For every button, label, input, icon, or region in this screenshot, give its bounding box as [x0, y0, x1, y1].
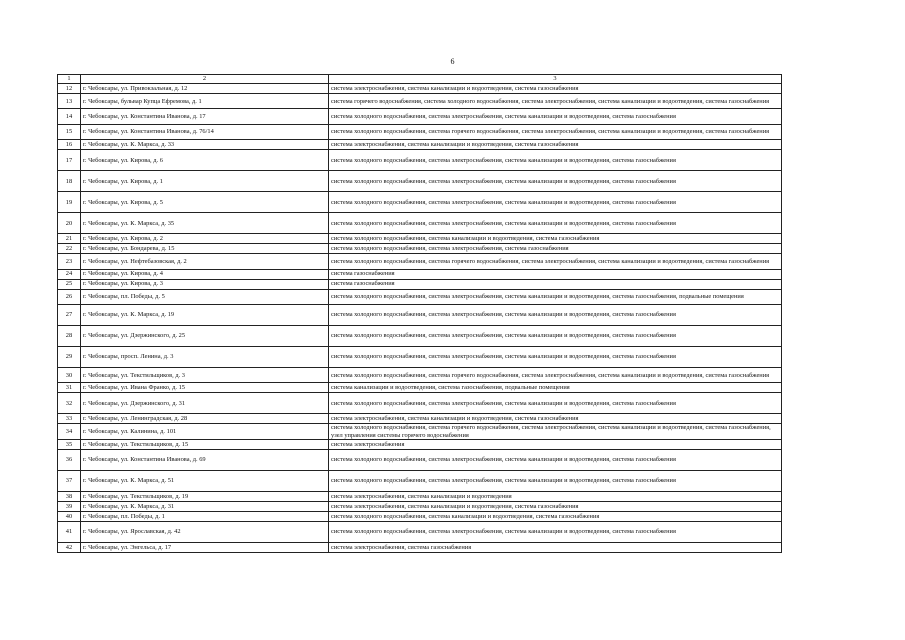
row-systems: система холодного водоснабжения, система электроснабжения, система газоснабжения [329, 244, 782, 254]
row-number: 39 [58, 501, 81, 511]
row-number: 35 [58, 439, 81, 449]
row-address: г. Чебоксары, ул. Кирова, д. 3 [81, 279, 329, 289]
row-address: г. Чебоксары, ул. Привокзальная, д. 12 [81, 84, 329, 94]
row-systems: система холодного водоснабжения, система горячего водоснабжения, система электроснабжения, система канализации и водоотведения, система газоснабжения, узел управления системы горячего водоснабжения [329, 424, 782, 439]
row-number: 41 [58, 521, 81, 542]
row-systems: система холодного водоснабжения, система горячего водоснабжения, система электроснабжения, система канализации и водоотведения, система газоснабжения [329, 367, 782, 382]
row-systems: система холодного водоснабжения, система электроснабжения, система канализации и водоотведения, система газоснабжения [329, 171, 782, 192]
row-systems: система холодного водоснабжения, система электроснабжения, система канализации и водоотведения, система газоснабжения [329, 393, 782, 414]
table-row [58, 439, 782, 449]
row-systems: система электроснабжения, система канализации и водоотведения, система газоснабжения [329, 140, 782, 150]
row-number: 12 [58, 84, 81, 94]
page-number: 6 [450, 57, 455, 66]
table-row [58, 325, 782, 346]
row-systems: система холодного водоснабжения, система электроснабжения, система канализации и водоотведения, система газоснабжения [329, 109, 782, 124]
row-number: 21 [58, 234, 81, 244]
row-systems: система электроснабжения [329, 439, 782, 449]
objects-table [57, 74, 782, 553]
row-address: г. Чебоксары, ул. Константина Иванова, д. 76/14 [81, 124, 329, 139]
table-row [58, 511, 782, 521]
table-row [58, 234, 782, 244]
row-number: 14 [58, 109, 81, 124]
row-address: г. Чебоксары, ул. Текстильщиков, д. 3 [81, 367, 329, 382]
row-address: г. Чебоксары, ул. Дзержинского, д. 25 [81, 325, 329, 346]
table-row [58, 94, 782, 109]
row-address: г. Чебоксары, ул. Текстильщиков, д. 15 [81, 439, 329, 449]
objects-table-body [58, 75, 782, 553]
row-address: г. Чебоксары, ул. К. Маркса, д. 19 [81, 304, 329, 325]
row-systems: система холодного водоснабжения, система электроснабжения, система канализации и водоотведения, система газоснабжения [329, 192, 782, 213]
row-systems: система электроснабжения, система канализации и водоотведения, система газоснабжения [329, 414, 782, 424]
row-address: г. Чебоксары, ул. Ленинградская, д. 28 [81, 414, 329, 424]
row-number: 28 [58, 325, 81, 346]
row-systems: система электроснабжения, система канализации и водоотведения, система газоснабжения [329, 84, 782, 94]
row-address: г. Чебоксары, ул. Калинина, д. 101 [81, 424, 329, 439]
row-address: г. Чебоксары, ул. Кирова, д. 1 [81, 171, 329, 192]
row-number: 27 [58, 304, 81, 325]
row-number: 29 [58, 346, 81, 367]
table-row [58, 501, 782, 511]
row-number: 37 [58, 470, 81, 491]
table-row [58, 84, 782, 94]
table-row [58, 150, 782, 171]
table-row [58, 393, 782, 414]
row-number: 32 [58, 393, 81, 414]
row-systems: система холодного водоснабжения, система электроснабжения, система канализации и водоотведения, система газоснабжения [329, 304, 782, 325]
row-number: 31 [58, 383, 81, 393]
row-systems: система электроснабжения, система канализации и водоотведения, система газоснабжения [329, 501, 782, 511]
table-row [58, 491, 782, 501]
table-row [58, 289, 782, 304]
table-row [58, 367, 782, 382]
table-row [58, 346, 782, 367]
row-address: г. Чебоксары, ул. К. Маркса, д. 33 [81, 140, 329, 150]
row-address: г. Чебоксары, ул. Нефтебазовская, д. 2 [81, 254, 329, 269]
row-address: г. Чебоксары, ул. Бондарева, д. 15 [81, 244, 329, 254]
row-number: 38 [58, 491, 81, 501]
row-address: г. Чебоксары, ул. Дзержинского, д. 31 [81, 393, 329, 414]
row-address: г. Чебоксары, ул. Кирова, д. 2 [81, 234, 329, 244]
row-systems: система холодного водоснабжения, система канализации и водоотведения, система газоснабжения [329, 511, 782, 521]
row-systems: система электроснабжения, система газоснабжения [329, 542, 782, 552]
row-number: 25 [58, 279, 81, 289]
row-systems: система холодного водоснабжения, система электроснабжения, система канализации и водоотведения, система газоснабжения [329, 449, 782, 470]
row-number: 16 [58, 140, 81, 150]
row-systems: система холодного водоснабжения, система канализации и водоотведения, система газоснабжения [329, 234, 782, 244]
row-systems: система холодного водоснабжения, система электроснабжения, система канализации и водоотведения, система газоснабжения [329, 470, 782, 491]
row-number: 15 [58, 124, 81, 139]
row-number: 22 [58, 244, 81, 254]
table-row [58, 470, 782, 491]
table-row [58, 521, 782, 542]
column-header-number: 1 [58, 75, 81, 84]
table-row [58, 109, 782, 124]
table-row [58, 279, 782, 289]
table-row [58, 424, 782, 439]
row-number: 40 [58, 511, 81, 521]
row-number: 17 [58, 150, 81, 171]
row-systems: система холодного водоснабжения, система электроснабжения, система канализации и водоотведения, система газоснабжения [329, 325, 782, 346]
row-address: г. Чебоксары, ул. Ивана Франко, д. 15 [81, 383, 329, 393]
row-number: 34 [58, 424, 81, 439]
row-number: 26 [58, 289, 81, 304]
row-systems: система холодного водоснабжения, система электроснабжения, система канализации и водоотведения, система газоснабжения, подвальные помещения [329, 289, 782, 304]
table-row [58, 414, 782, 424]
row-address: г. Чебоксары, ул. Энгельса, д. 17 [81, 542, 329, 552]
row-address: г. Чебоксары, бульвар Купца Ефремова, д. 1 [81, 94, 329, 109]
row-systems: система канализации и водоотведения, система газоснабжения, подвальные помещения [329, 383, 782, 393]
row-systems: система холодного водоснабжения, система электроснабжения, система канализации и водоотведения, система газоснабжения [329, 346, 782, 367]
row-systems: система холодного водоснабжения, система электроснабжения, система канализации и водоотведения, система газоснабжения [329, 521, 782, 542]
table-row [58, 171, 782, 192]
column-header-systems: 3 [329, 75, 782, 84]
row-address: г. Чебоксары, ул. К. Маркса, д. 51 [81, 470, 329, 491]
row-address: г. Чебоксары, ул. Ярославская, д. 42 [81, 521, 329, 542]
row-number: 42 [58, 542, 81, 552]
row-systems: система электроснабжения, система канализации и водоотведения [329, 491, 782, 501]
row-address: г. Чебоксары, пл. Победы, д. 5 [81, 289, 329, 304]
row-systems: система холодного водоснабжения, система горячего водоснабжения, система электроснабжения, система канализации и водоотведения, система газоснабжения [329, 254, 782, 269]
row-systems: система холодного водоснабжения, система горячего водоснабжения, система электроснабжения, система канализации и водоотведения, система газоснабжения [329, 124, 782, 139]
row-address: г. Чебоксары, пл. Победы, д. 1 [81, 511, 329, 521]
row-systems: система холодного водоснабжения, система электроснабжения, система канализации и водоотведения, система газоснабжения [329, 213, 782, 234]
table-row [58, 124, 782, 139]
row-systems: система газоснабжения [329, 279, 782, 289]
row-number: 33 [58, 414, 81, 424]
row-number: 30 [58, 367, 81, 382]
row-number: 18 [58, 171, 81, 192]
table-row [58, 244, 782, 254]
row-systems: система газоснабжения [329, 269, 782, 279]
column-header-address: 2 [81, 75, 329, 84]
row-address: г. Чебоксары, ул. К. Маркса, д. 35 [81, 213, 329, 234]
table-row [58, 383, 782, 393]
table-header-row [58, 75, 782, 84]
table-row [58, 269, 782, 279]
row-number: 23 [58, 254, 81, 269]
row-address: г. Чебоксары, ул. Текстильщиков, д. 19 [81, 491, 329, 501]
table-row [58, 304, 782, 325]
row-systems: система холодного водоснабжения, система электроснабжения, система канализации и водоотведения, система газоснабжения [329, 150, 782, 171]
row-address: г. Чебоксары, просп. Ленина, д. 3 [81, 346, 329, 367]
row-number: 19 [58, 192, 81, 213]
table-row [58, 213, 782, 234]
row-address: г. Чебоксары, ул. Константина Иванова, д. 69 [81, 449, 329, 470]
row-address: г. Чебоксары, ул. К. Маркса, д. 31 [81, 501, 329, 511]
row-number: 13 [58, 94, 81, 109]
row-address: г. Чебоксары, ул. Кирова, д. 5 [81, 192, 329, 213]
table-row [58, 192, 782, 213]
table-row [58, 449, 782, 470]
row-number: 20 [58, 213, 81, 234]
row-number: 36 [58, 449, 81, 470]
table-row [58, 140, 782, 150]
row-number: 24 [58, 269, 81, 279]
row-address: г. Чебоксары, ул. Кирова, д. 4 [81, 269, 329, 279]
row-address: г. Чебоксары, ул. Константина Иванова, д. 17 [81, 109, 329, 124]
row-systems: система горячего водоснабжения, система холодного водоснабжения, система электроснабжения, система канализации и водоотведения, система газоснабжения [329, 94, 782, 109]
row-address: г. Чебоксары, ул. Кирова, д. 6 [81, 150, 329, 171]
table-row [58, 254, 782, 269]
table-row [58, 542, 782, 552]
